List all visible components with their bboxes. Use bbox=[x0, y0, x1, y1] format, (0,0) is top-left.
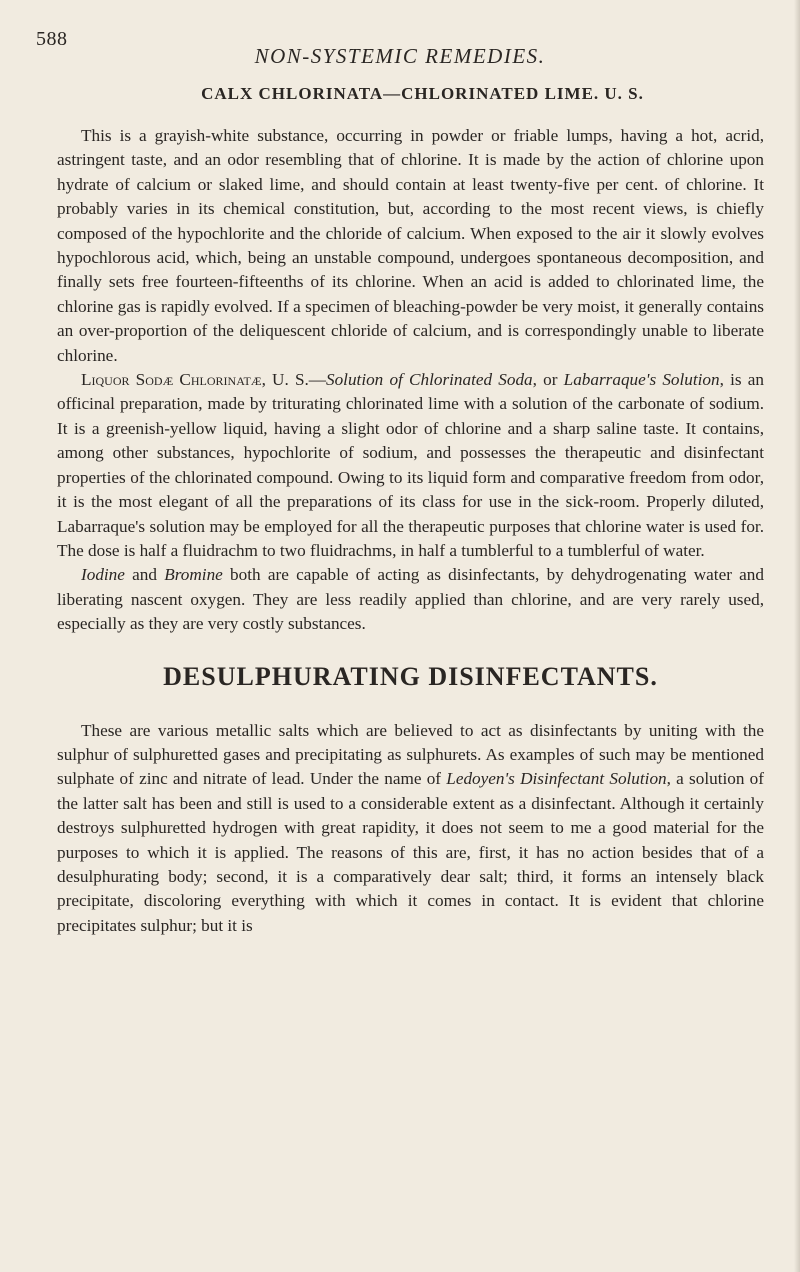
liquor-alias-2: Labarraque's Solution bbox=[563, 370, 720, 390]
iodine-paragraph bbox=[57, 563, 764, 636]
desulph-part-1: These are various metallic salts which are believed to act as disinfectants by uniting with the sulphur of sulphuretted gases and precipitating as sulphurets. As examples of such may be mentioned sulphate of zinc and nitrate of lead. Under the name of bbox=[57, 720, 764, 789]
iodine-term: Iodine bbox=[81, 565, 125, 585]
liquor-alias-1: Solution of Chlorinated Soda bbox=[325, 370, 533, 390]
running-title: NON-SYSTEMIC REMEDIES. bbox=[254, 44, 546, 68]
liquor-paragraph bbox=[57, 368, 764, 563]
calx-paragraph: This is a grayish-white substance, occurring in powder or friable lumps, having a hot, acrid, astringent taste, and an odor resembling that of chlorine. It is made by the action of chlorine upon hydrate of calcium or slaked lime, and should contain at least twenty-five per cent. of chlorine. It probably varies in its chemical constitution, but, according to the most recent views, is chiefly composed of the hypochlorite and the chloride of calcium. When exposed to the air it slowly evolves hypochlorous acid, which, being an unstable compound, undergoes spontaneous decomposition, and finally sets free fourteen-fifteenths of its chlorine. When an acid is added to chlorinated lime, the chlorine gas is rapidly evolved. If a specimen of bleaching-powder be very moist, it generally contains an over-proportion of the deliquescent chloride of calcium, and is correspondingly unable to liberate chlorine. bbox=[57, 126, 764, 365]
liquor-name: Liquor Sodæ Chlorinatæ bbox=[81, 370, 262, 390]
page-edge-shadow bbox=[794, 0, 800, 1272]
bromine-term: Bromine bbox=[164, 565, 223, 585]
desulphurating-paragraph bbox=[57, 719, 764, 939]
page-number: 588 bbox=[36, 28, 68, 50]
desulph-part-2: , a solution of the latter salt has been and still is used to a considerable extent as a disinfectant. Although it certainly destroys sulphuretted hydrogen with great rapidity, it does not seem to me a good material for the purposes to which it is applied. The reasons of this are, first, it has no action besides that of a desulphurating body; second, it is a comparatively dear salt; third, it forms an intensely black precipitate, discoloring everything with which it comes in contact. It is evident that chlorine precipitates sulphur; but it is bbox=[57, 769, 764, 935]
body-text bbox=[57, 82, 764, 938]
iodine-body: both are capable of acting as disinfectants, by dehydrogenating water and liberating nascent oxygen. They are less readily applied than chlorine, and are very rarely used, especially as they are very costly substances. bbox=[57, 565, 764, 634]
desulphurating-heading: DESULPHURATING DISINFECTANTS. bbox=[163, 661, 658, 691]
iodine-and: and bbox=[124, 565, 165, 585]
liquor-or: , or bbox=[532, 370, 564, 390]
liquor-body: , is an officinal preparation, made by triturating chlorinated lime with a solution of the carbonate of sodium. It is a greenish-yellow liquid, having a slight odor of chlorine and a sharp saline taste. It contains, among other substances, hypochlorite of sodium, and possesses the therapeutic and disinfectant properties of the chlorinated compound. Owing to its liquid form and comparative freedom from odor, it is the most elegant of all the preparations of its class for use in the sick-room. Properly diluted, Labarraque's solution may be employed for all the therapeutic purposes that chlorine water is used for. The dose is half a fluidrachm to two fluidrachms, in half a tumblerful to a tumblerful of water. bbox=[57, 370, 764, 560]
liquor-mark: , U. S.— bbox=[261, 370, 326, 390]
calx-heading: CALX CHLORINATA—CHLORINATED LIME. U. S. bbox=[201, 84, 644, 103]
running-head bbox=[0, 28, 800, 68]
ledoyen-term: Ledoyen's Disinfectant Solution bbox=[446, 769, 667, 789]
